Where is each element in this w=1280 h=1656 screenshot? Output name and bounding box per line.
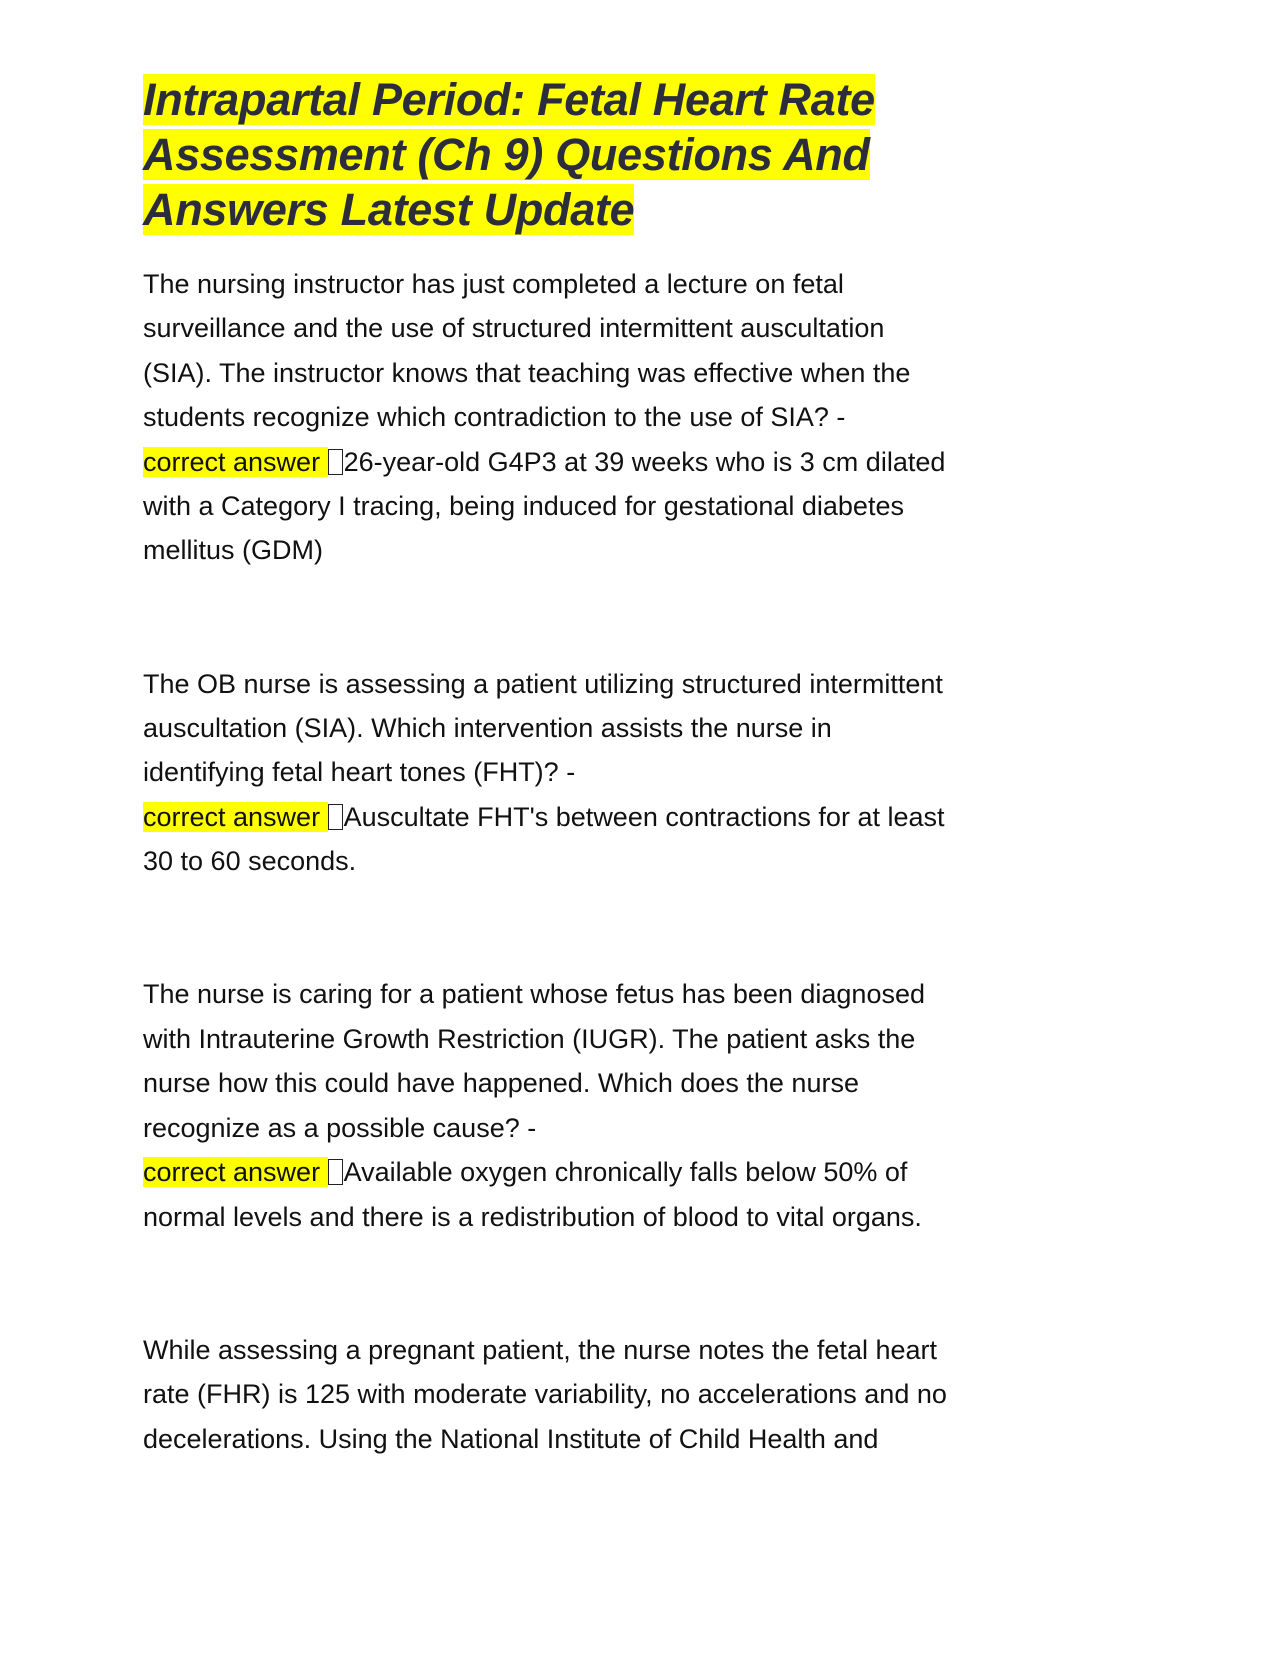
answer-text: with a Category I tracing, being induced for gestational diabetes (143, 491, 904, 522)
question-block (143, 662, 1143, 884)
question-text: The nursing instructor has just completed a lecture on fetal (143, 269, 844, 299)
title-line (143, 182, 1143, 237)
answer-text: Available oxygen chronically falls below 50% of (343, 1157, 908, 1188)
answer-text: 26-year-old G4P3 at 39 weeks who is 3 cm dilated (343, 446, 946, 477)
missing-glyph-icon (328, 449, 343, 475)
question-text: rate (FHR) is 125 with moderate variability, no accelerations and no (143, 1379, 947, 1410)
title-highlight: Answers Latest Update (143, 184, 635, 235)
answer-line (143, 1150, 1143, 1194)
question-text: The nurse is caring for a patient whose fetus has been diagnosed (143, 979, 925, 1010)
answer-text: mellitus (GDM) (143, 535, 323, 566)
question-text: The OB nurse is assessing a patient utilizing structured intermittent (143, 668, 943, 699)
question-text: nurse how this could have happened. Which does the nurse (143, 1068, 859, 1099)
question-block (143, 972, 1143, 1238)
correct-answer-label: correct answer (143, 1157, 328, 1188)
question-text: decelerations. Using the National Institute of Child Health and (143, 1423, 879, 1454)
answer-text: 30 to 60 seconds. (143, 846, 357, 877)
answer-line (143, 440, 1143, 484)
answer-text: Auscultate FHT's between contractions for at least (343, 801, 945, 832)
title-highlight: Assessment (Ch 9) Questions And (143, 129, 870, 180)
title-line (143, 127, 1143, 182)
title-line (143, 72, 1143, 127)
answer-text: normal levels and there is a redistribution of blood to vital organs. (143, 1201, 922, 1232)
question-text: surveillance and the use of structured intermittent auscultation (143, 313, 885, 344)
question-text: (SIA). The instructor knows that teaching was effective when the (143, 357, 911, 388)
missing-glyph-icon (328, 804, 343, 830)
document-body (143, 262, 1143, 1550)
answer-line (143, 795, 1143, 839)
document-title (143, 72, 1143, 237)
question-text: identifying fetal heart tones (FHT)? - (143, 757, 576, 788)
correct-answer-label: correct answer (143, 801, 328, 832)
correct-answer-label: correct answer (143, 446, 328, 477)
question-text: recognize as a possible cause? - (143, 1112, 537, 1143)
question-block (143, 1328, 1143, 1461)
question-text: with Intrauterine Growth Restriction (IUGR). The patient asks the (143, 1023, 916, 1054)
question-block (143, 262, 1143, 573)
question-text: students recognize which contradiction to the use of SIA? - (143, 402, 846, 433)
title-highlight: Intrapartal Period: Fetal Heart Rate (143, 74, 875, 125)
missing-glyph-icon (328, 1159, 343, 1185)
question-text: auscultation (SIA). Which intervention assists the nurse in (143, 713, 832, 744)
question-text: While assessing a pregnant patient, the nurse notes the fetal heart (143, 1334, 937, 1365)
